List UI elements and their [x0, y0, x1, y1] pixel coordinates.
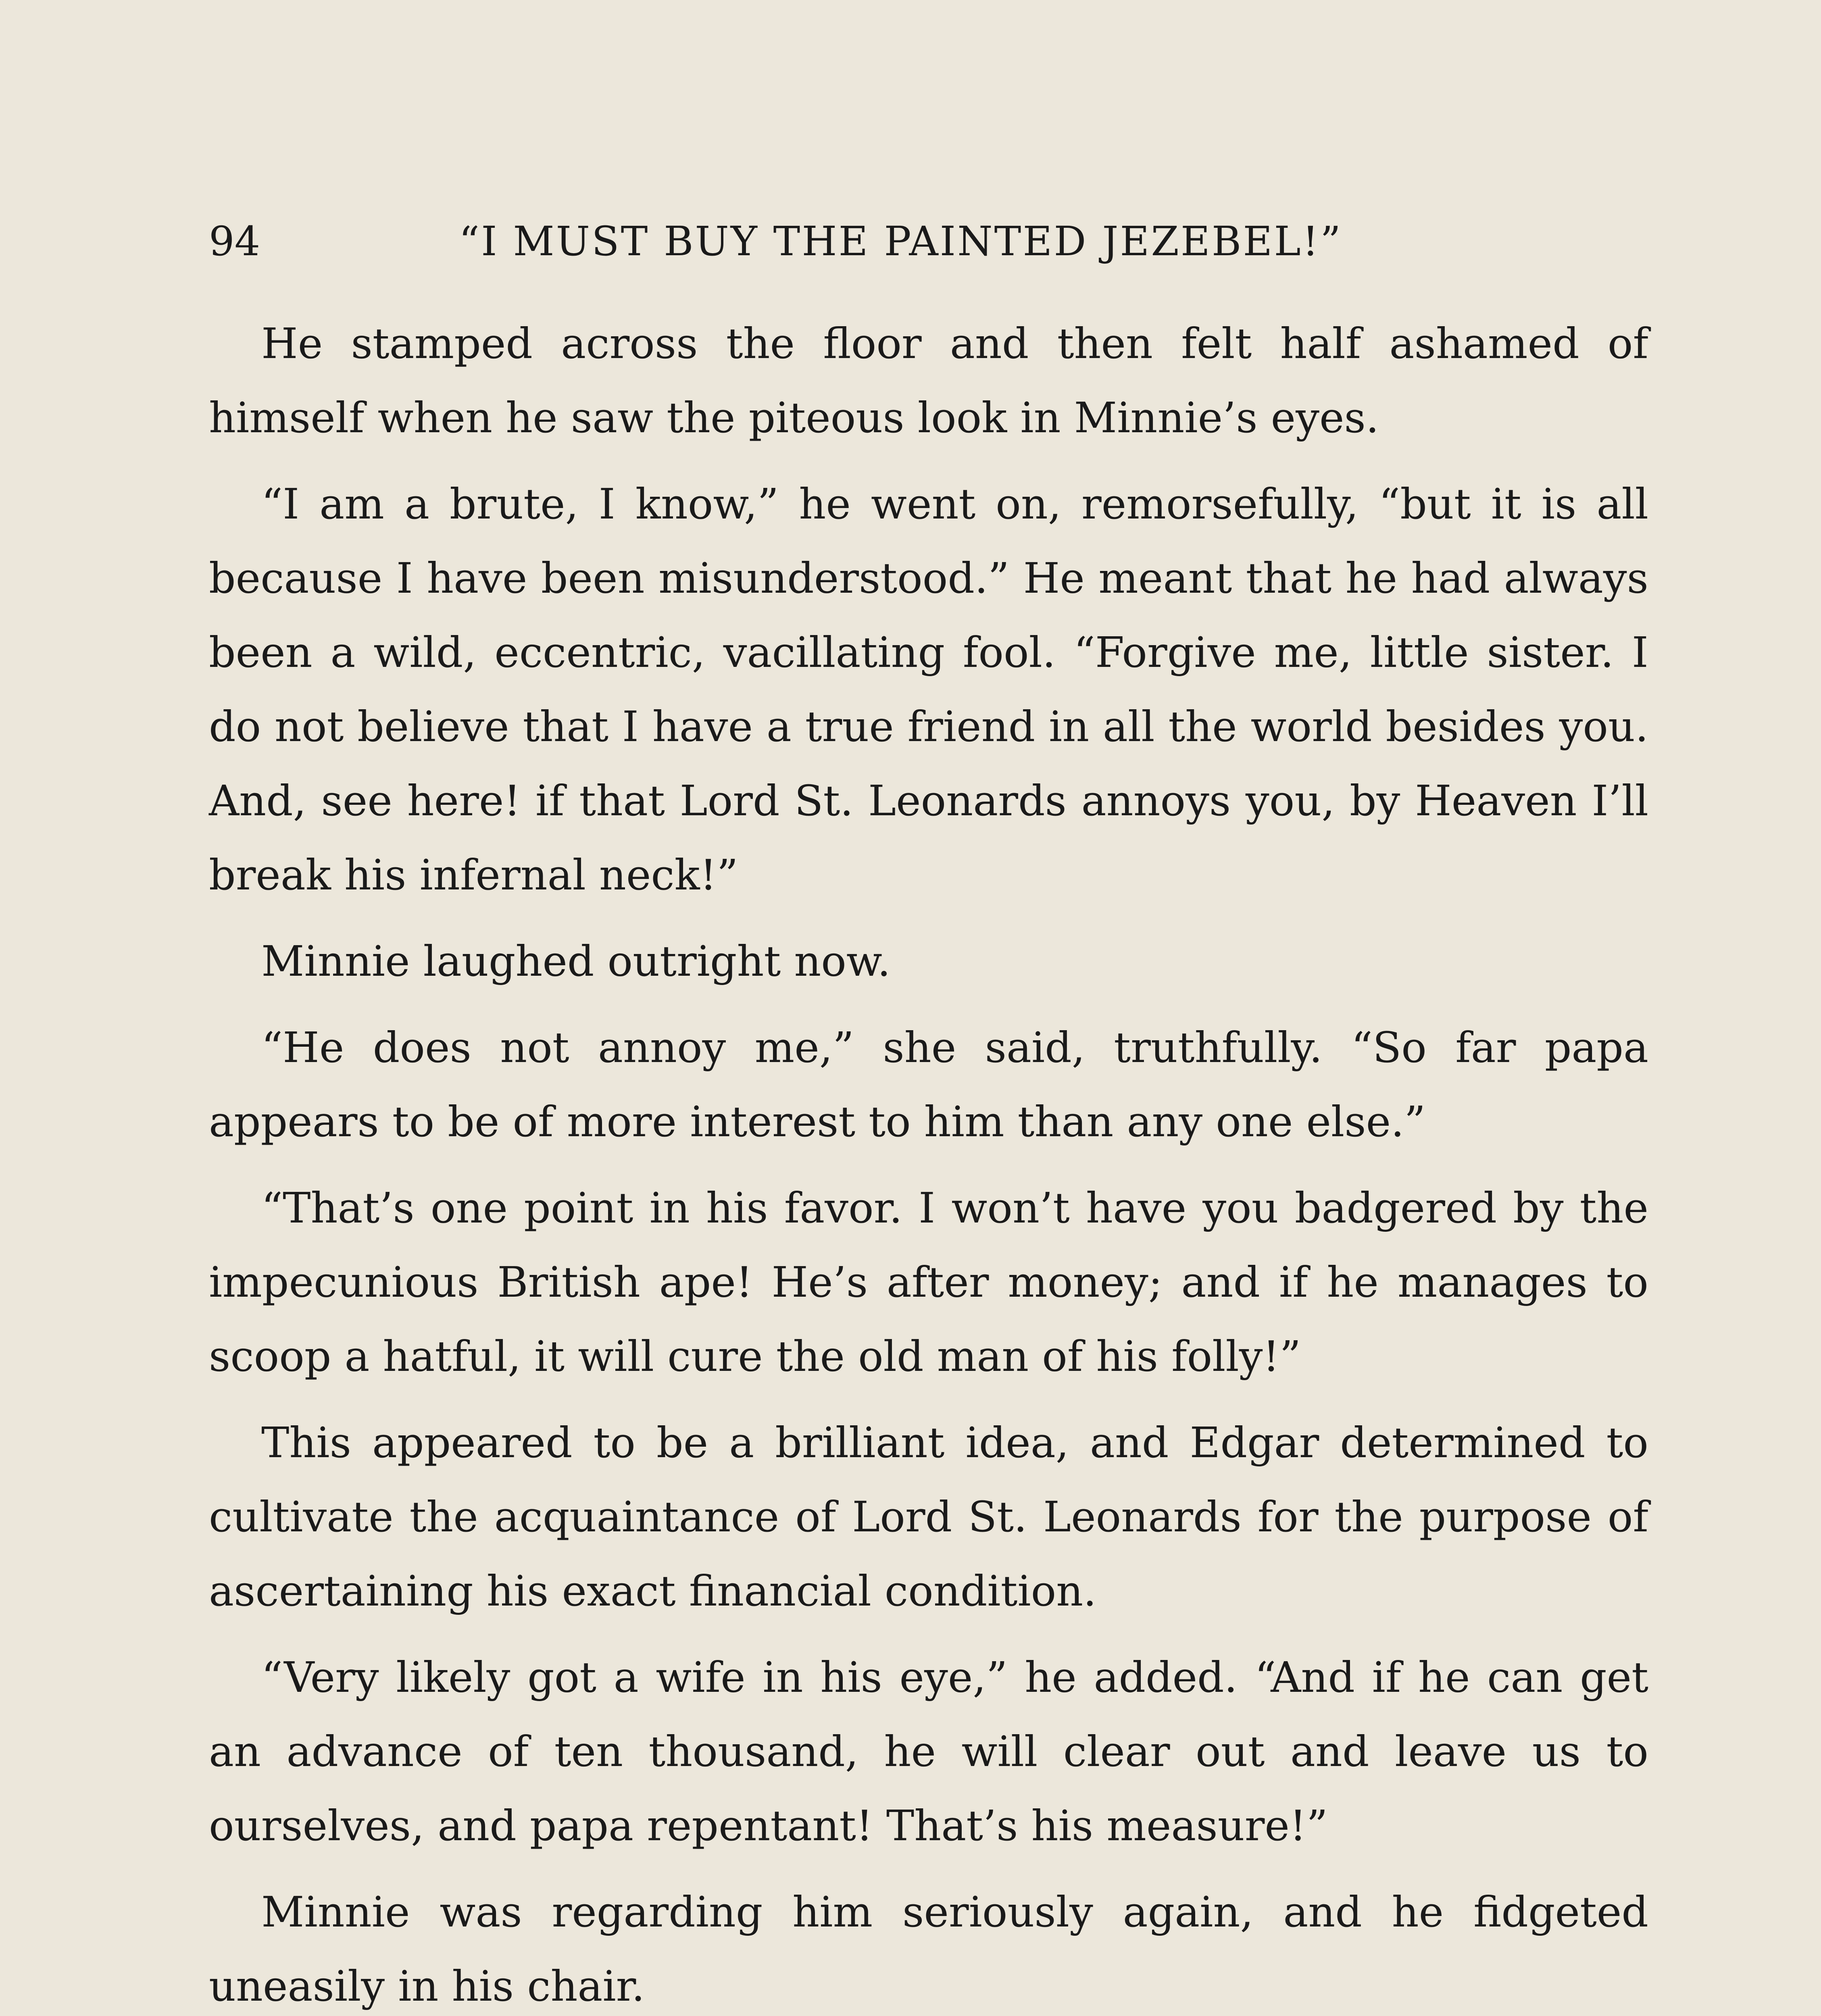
- body-text: [209, 306, 1648, 2016]
- page-number: 94: [209, 218, 260, 265]
- paragraph: “I am a brute, I know,” he went on, remorsefully, “but it is all because I have been misunderstood.” He meant that he had always been a wild, eccentric, vacillating fool. “Forgive me, little sister. I do not believe that I have a true friend in all the world besides you. And, see here! if that Lord St. Leonards annoys you, by Heaven I’ll break his infernal neck!”: [209, 479, 1648, 900]
- paragraph: “Very likely got a wife in his eye,” he added. “And if he can get an advance of ten thousand, he will clear out and leave us to ourselves, and papa repentant! That’s his measure!”: [209, 1653, 1648, 1850]
- paragraph: Minnie was regarding him seriously again, and he fidgeted uneasily in his chair.: [209, 1887, 1648, 2011]
- running-title: “I MUST BUY THE PAINTED JEZEBEL!”: [459, 218, 1343, 265]
- paragraph: This appeared to be a brilliant idea, and Edgar determined to cultivate the acquaintance of Lord St. Leonards for the purpose of ascertaining his exact financial condition.: [209, 1418, 1648, 1616]
- paragraph: Minnie laughed outright now.: [261, 937, 891, 986]
- page-header: [209, 210, 1648, 282]
- paragraph: He stamped across the floor and then felt half ashamed of himself when he saw the piteous look in Minnie’s eyes.: [209, 319, 1648, 442]
- paragraph: “He does not annoy me,” she said, truthfully. “So far papa appears to be of more interest to him than any one else.”: [209, 1023, 1648, 1146]
- paragraph: “That’s one point in his favor. I won’t have you badgered by the impecunious British ape! He’s after money; and if he manages to scoop a hatful, it will cure the old man of his folly!”: [209, 1183, 1648, 1381]
